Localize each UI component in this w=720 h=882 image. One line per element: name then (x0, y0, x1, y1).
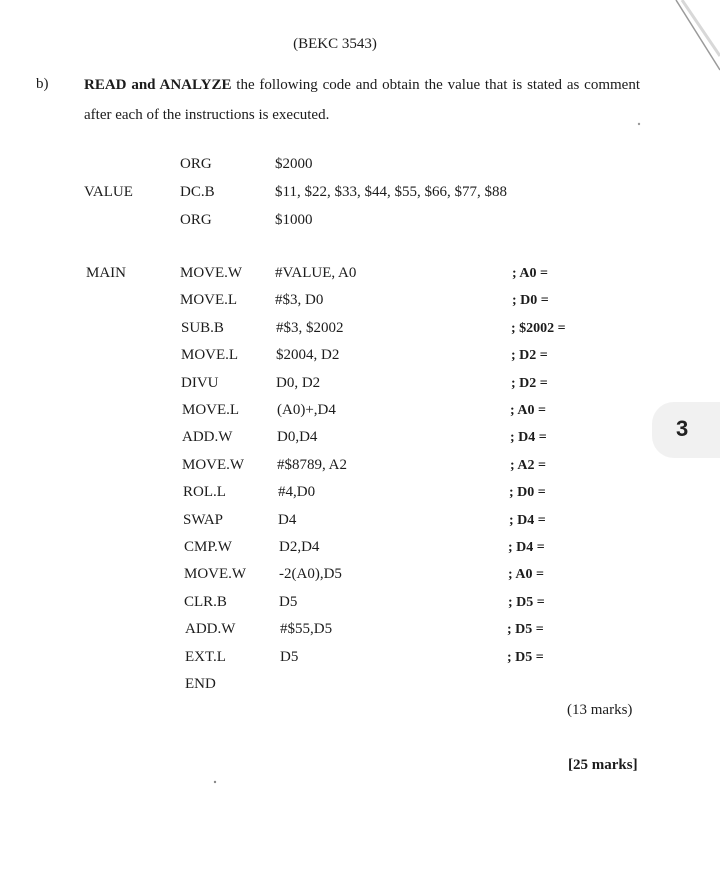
code-operand: #$3, $2002 (276, 320, 344, 336)
code-mnemonic: ORG (180, 212, 212, 228)
question-body: the following code and obtain the value that is stated as comment after each of the instructions is executed. (84, 77, 640, 123)
code-comment: ; D4 = (510, 430, 547, 445)
code-mnemonic: MOVE.W (180, 265, 243, 281)
question-emphasis: READ and ANALYZE (84, 77, 232, 93)
code-operand: D5 (280, 649, 299, 665)
code-operand: (A0)+,D4 (277, 402, 336, 418)
code-mnemonic: ADD.W (185, 621, 236, 637)
code-mnemonic: ADD.W (182, 429, 233, 445)
code-operand: #$8789, A2 (277, 457, 348, 473)
code-mnemonic: MOVE.W (182, 457, 245, 473)
code-comment: ; A0 = (510, 403, 546, 418)
page-header: (BEKC 3543) (293, 36, 377, 52)
code-mnemonic: ROL.L (183, 484, 226, 500)
code-comment: ; D2 = (511, 376, 548, 391)
code-mnemonic: ORG (180, 156, 212, 172)
code-operand: D0, D2 (276, 375, 321, 391)
code-comment: ; A0 = (508, 567, 544, 582)
code-comment: ; D5 = (507, 650, 544, 665)
code-operand: #$55,D5 (280, 621, 333, 637)
code-operand: D2,D4 (279, 539, 320, 555)
code-comment: ; D5 = (507, 622, 544, 637)
code-operand: #$3, D0 (275, 292, 324, 308)
code-operand: -2(A0),D5 (279, 566, 342, 582)
code-comment: ; A2 = (510, 458, 546, 473)
total-marks: [25 marks] (568, 757, 638, 773)
code-mnemonic: MOVE.L (181, 347, 239, 363)
page-number: 3 (676, 416, 689, 441)
code-comment: ; $2002 = (511, 321, 566, 336)
code-comment: ; D5 = (508, 595, 545, 610)
code-mnemonic: MOVE.L (180, 292, 238, 308)
page-number-tab (652, 402, 720, 458)
code-mnemonic: CLR.B (184, 594, 227, 610)
code-mnemonic: SWAP (183, 512, 224, 528)
code-operand: D0,D4 (277, 429, 318, 445)
question-text (84, 70, 640, 130)
code-comment: ; D2 = (511, 348, 548, 363)
code-comment: ; D4 = (508, 540, 545, 555)
code-mnemonic: SUB.B (181, 320, 224, 336)
code-comment: ; D4 = (509, 513, 546, 528)
code-label: VALUE (84, 184, 133, 200)
code-operand: D4 (278, 512, 297, 528)
code-operand: #4,D0 (278, 484, 316, 500)
code-operand: D5 (279, 594, 298, 610)
code-mnemonic: DIVU (181, 375, 219, 391)
code-label: MAIN (86, 265, 126, 281)
code-operand: #VALUE, A0 (275, 265, 357, 281)
code-mnemonic: EXT.L (185, 649, 226, 665)
code-comment: ; A0 = (512, 266, 548, 281)
part-marks: (13 marks) (567, 702, 633, 718)
code-mnemonic: MOVE.W (184, 566, 247, 582)
code-mnemonic: CMP.W (184, 539, 232, 555)
code-mnemonic: MOVE.L (182, 402, 240, 418)
code-comment: ; D0 = (512, 293, 549, 308)
code-operand: $2000 (275, 156, 313, 172)
code-mnemonic: DC.B (180, 184, 215, 200)
code-operand: $2004, D2 (276, 347, 340, 363)
code-mnemonic: END (185, 676, 216, 692)
code-comment: ; D0 = (509, 485, 546, 500)
question-label: b) (36, 76, 49, 92)
code-operand: $11, $22, $33, $44, $55, $66, $77, $88 (275, 184, 507, 200)
code-operand: $1000 (275, 212, 313, 228)
